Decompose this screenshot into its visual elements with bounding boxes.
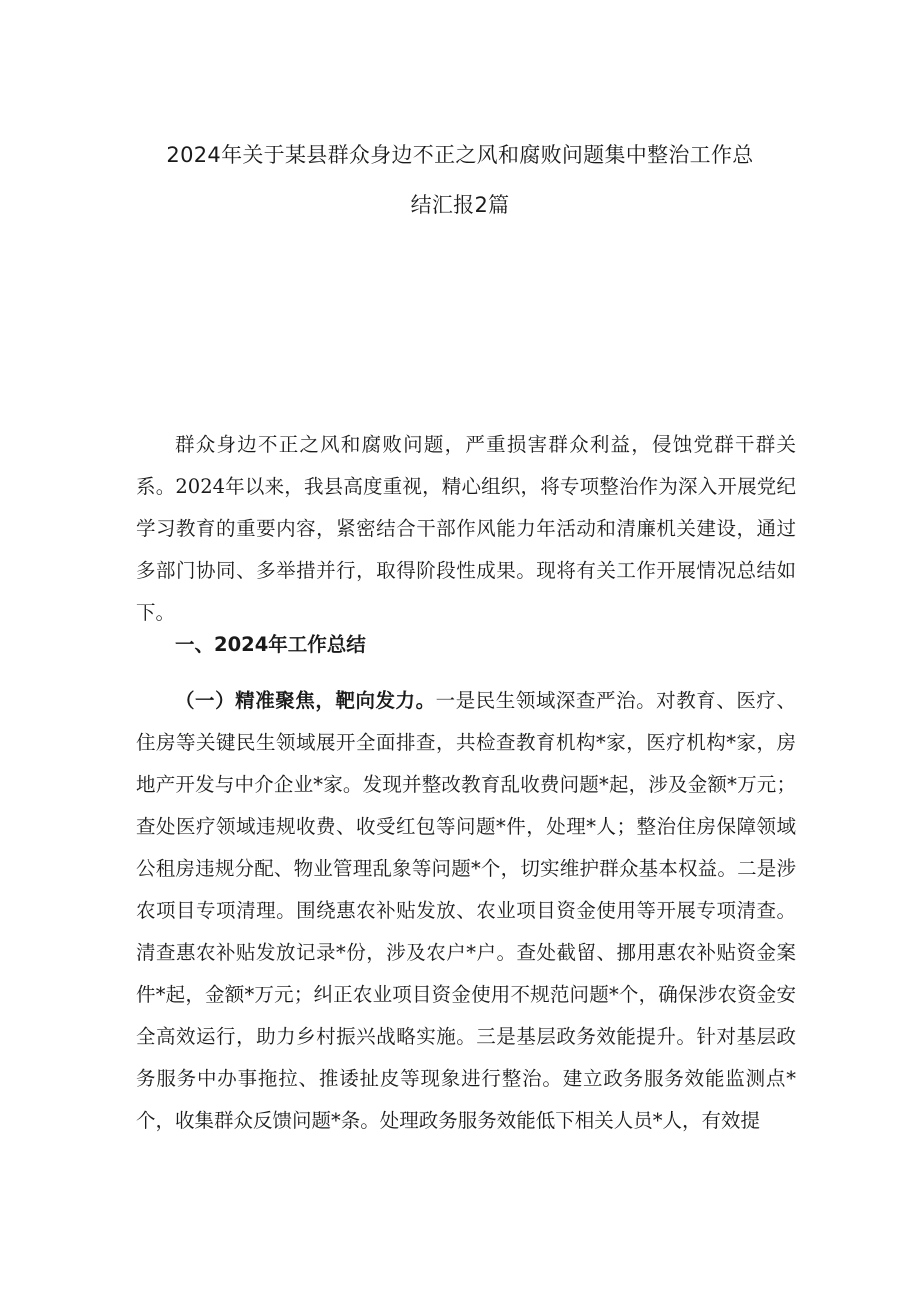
document-title-line-1: 2024年关于某县群众身边不正之风和腐败问题集中整治工作总 — [166, 143, 754, 167]
document-title-line-2: 结汇报2篇 — [410, 193, 510, 217]
section-1-heading: 一、2024年工作总结 — [175, 633, 366, 656]
section-1-paragraph-1 — [136, 680, 796, 1142]
paragraph-body: 一是民生领域深查严治。对教育、医疗、住房等关键民生领域展开全面排查，共检查教育机构*家，医疗机构*家，房地产开发与中介企业*家。发现并整改教育乱收费问题*起，涉及金额*万元；查处医疗领域违规收费、收受红包等问题*件，处理*人；整治住房保障领域公租房违规分配、物业管理乱象等问题*个，切实维护群众基本权益。二是涉农项目专项清理。围绕惠农补贴发放、农业项目资金使用等开展专项清查。清查惠农补贴发放记录*份，涉及农户*户。查处截留、挪用惠农补贴资金案件*起，金额*万元；纠正农业项目资金使用不规范问题*个，确保涉农资金安全高效运行，助力乡村振兴战略实施。三是基层政务效能提升。针对基层政务服务中办事拖拉、推诿扯皮等现象进行整治。建立政务服务效能监测点*个，收集群众反馈问题*条。处理政务服务效能低下相关人员*人，有效提 — [136, 689, 796, 1132]
paragraph-lead: （一）精准聚焦，靶向发力。 — [175, 689, 436, 712]
intro-paragraph: 群众身边不正之风和腐败问题，严重损害群众利益，侵蚀党群干群关系。2024年以来，我县高度重视，精心组织，将专项整治作为深入开展党纪学习教育的重要内容，紧密结合干部作风能力年活动和清廉机关建设，通过多部门协同、多举措并行，取得阶段性成果。现将有关工作开展情况总结如下。 — [136, 433, 796, 624]
